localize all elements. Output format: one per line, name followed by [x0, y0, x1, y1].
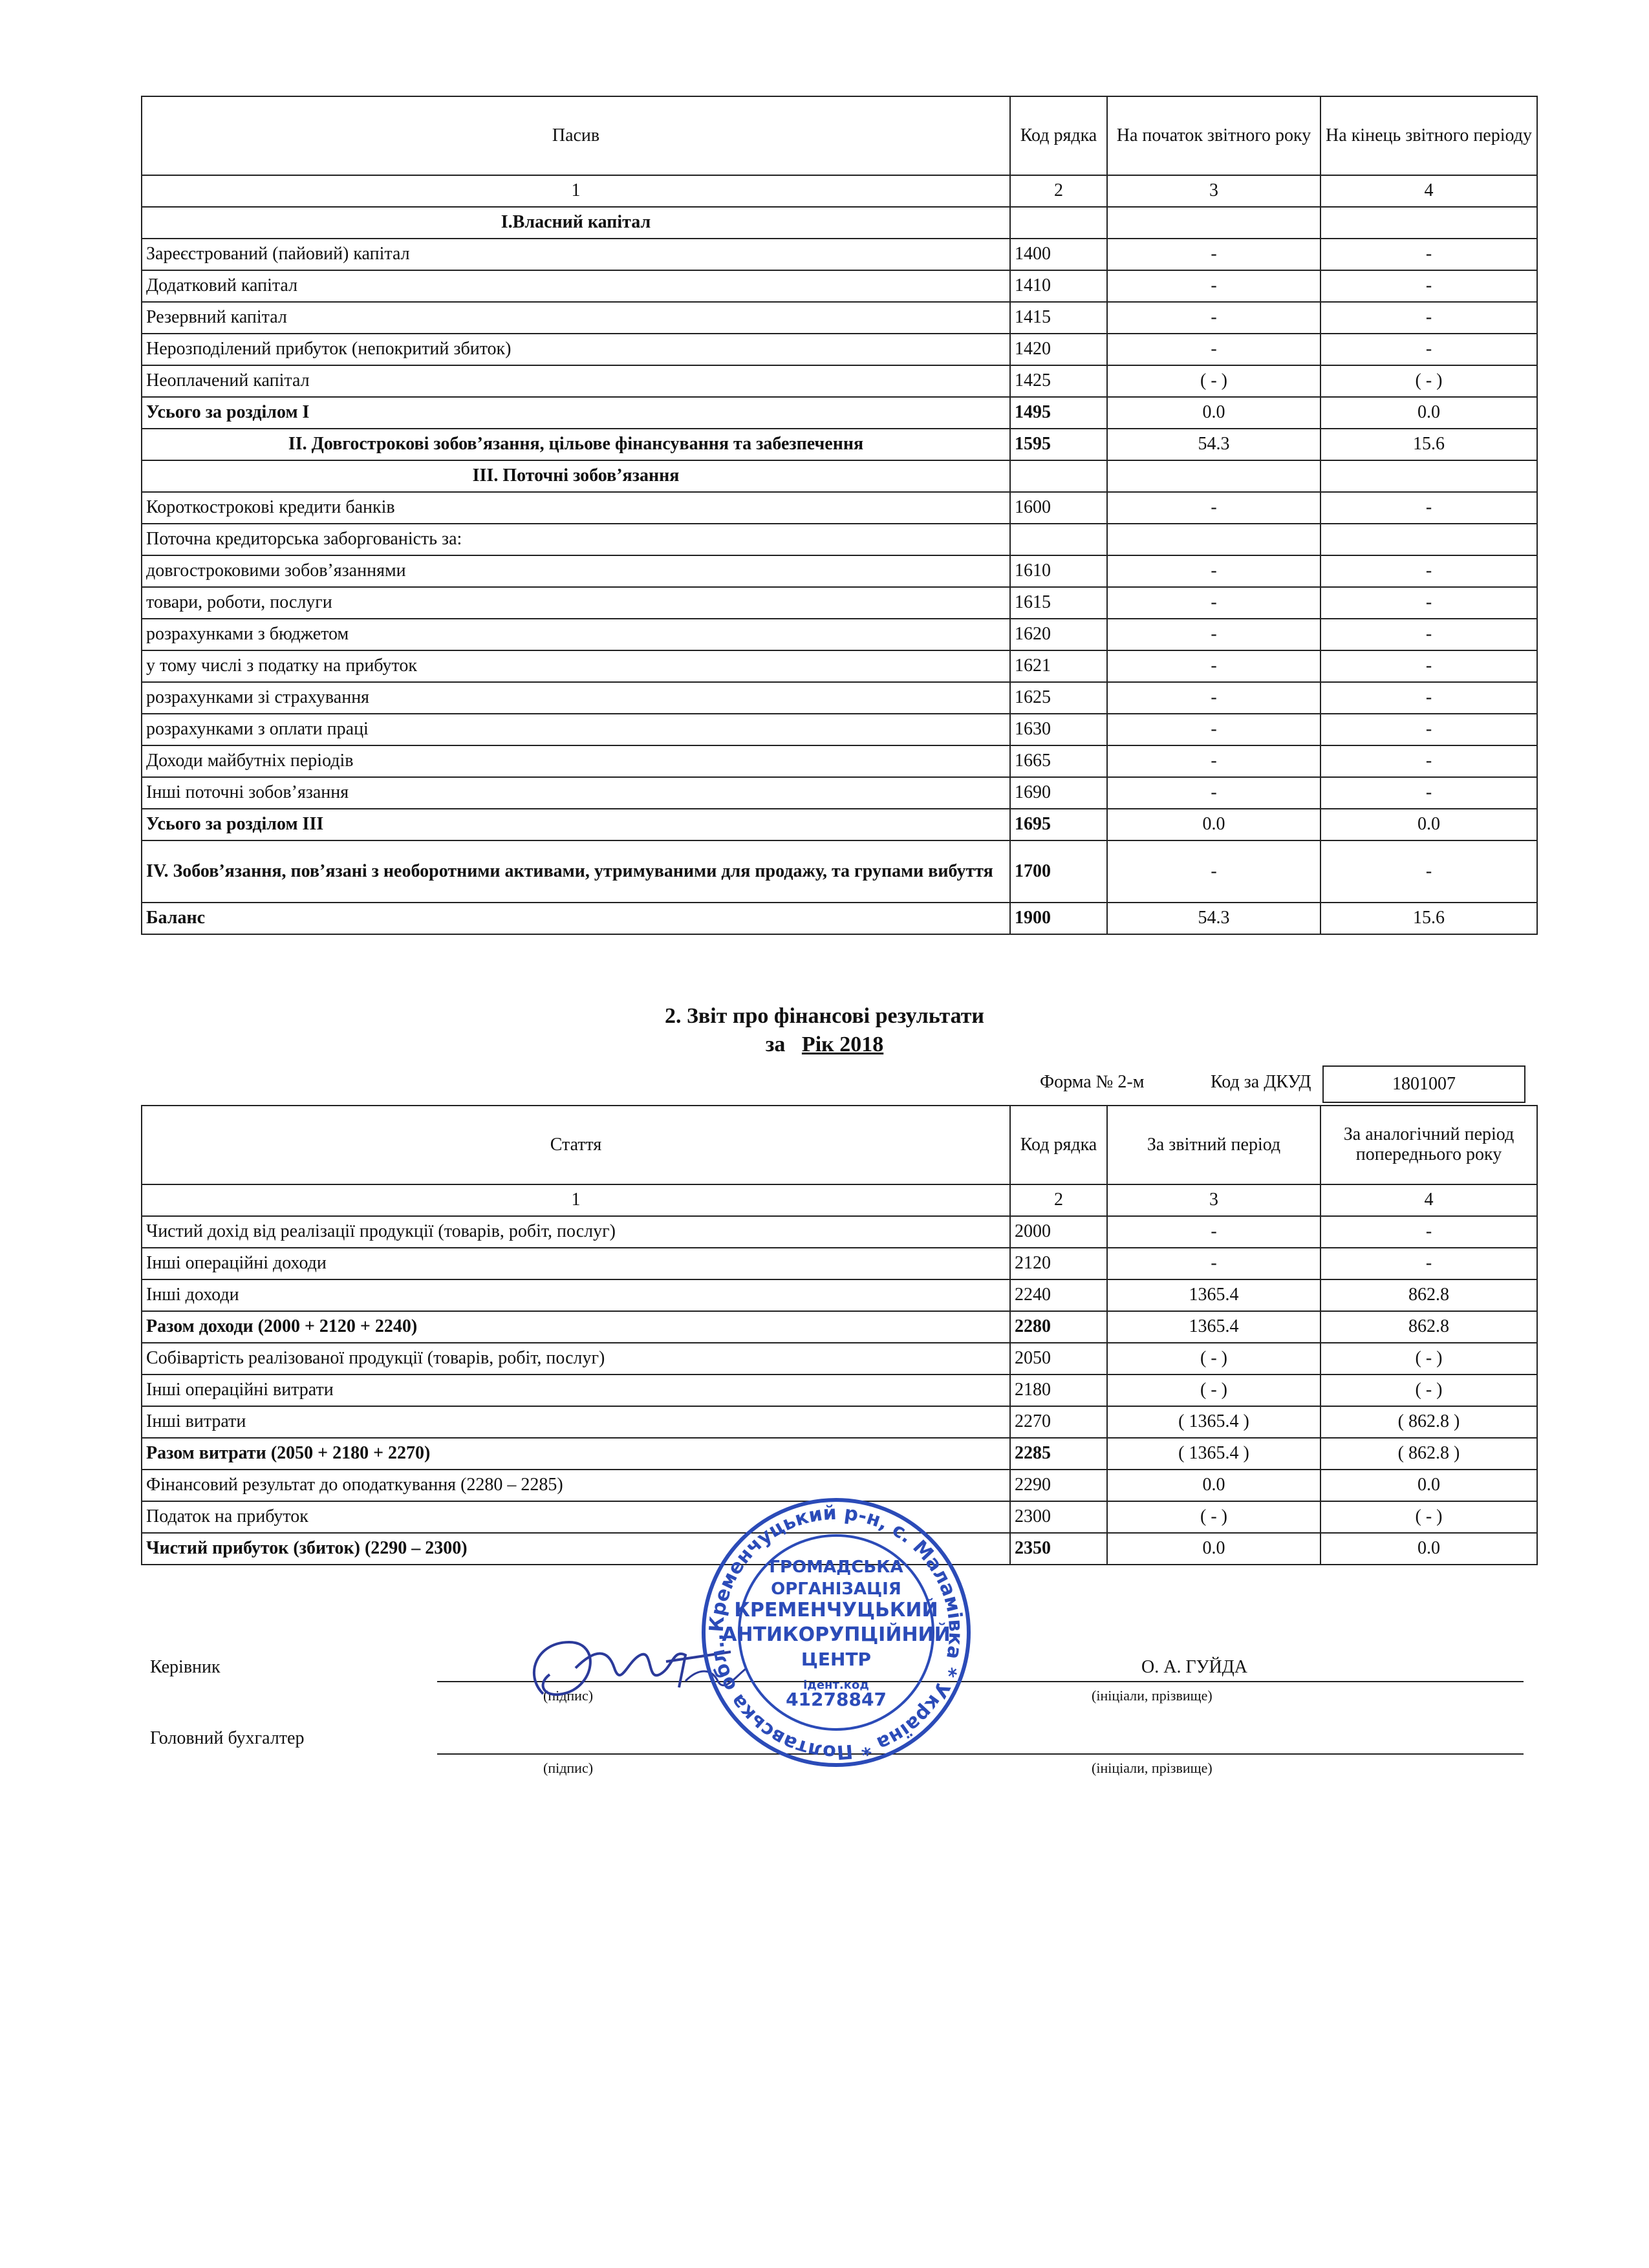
table-row [142, 714, 1537, 745]
value-end-of-period: - [1320, 745, 1537, 777]
value-start-of-year: - [1107, 619, 1320, 650]
dkud-label: Код за ДКУД [1211, 1072, 1311, 1092]
header-cell: Код рядка [1010, 1106, 1107, 1184]
value-start-of-year: ( - ) [1107, 365, 1320, 397]
row-label: Усього за розділом III [142, 809, 1010, 840]
table-row [142, 207, 1537, 239]
value-current-period: ( 1365.4 ) [1107, 1438, 1320, 1470]
row-label: Інші витрати [142, 1406, 1010, 1438]
value-previous-period: ( - ) [1320, 1375, 1537, 1406]
row-code [1010, 524, 1107, 555]
value-end-of-period [1320, 460, 1537, 492]
value-previous-period: ( - ) [1320, 1343, 1537, 1375]
row-label: Доходи майбутніх періодів [142, 745, 1010, 777]
report-period-line [0, 1032, 1649, 1057]
row-label: Короткострокові кредити банків [142, 492, 1010, 524]
value-start-of-year: - [1107, 555, 1320, 587]
row-label: Собівартість реалізованої продукції (товарів, робіт, послуг) [142, 1343, 1010, 1375]
table-row [142, 650, 1537, 682]
value-end-of-period: - [1320, 777, 1537, 809]
value-start-of-year [1107, 207, 1320, 239]
header-cell: За звітний період [1107, 1106, 1320, 1184]
row-code [1010, 460, 1107, 492]
table-row [142, 270, 1537, 302]
value-start-of-year: 0.0 [1107, 809, 1320, 840]
row-code: 1700 [1010, 840, 1107, 903]
stamp-center-text: ідент.код [803, 1678, 869, 1692]
row-code: 1625 [1010, 682, 1107, 714]
header-cell: На початок звітного року [1107, 96, 1320, 175]
row-label: Чистий дохід від реалізації продукції (товарів, робіт, послуг) [142, 1216, 1010, 1248]
row-label: Інші операційні витрати [142, 1375, 1010, 1406]
row-label: Разом доходи (2000 + 2120 + 2240) [142, 1311, 1010, 1343]
table-row [142, 1216, 1537, 1248]
column-number: 4 [1320, 175, 1537, 207]
value-end-of-period: - [1320, 555, 1537, 587]
row-code: 2050 [1010, 1343, 1107, 1375]
column-number: 3 [1107, 175, 1320, 207]
row-label: Інші доходи [142, 1279, 1010, 1311]
row-code: 1621 [1010, 650, 1107, 682]
row-label: Усього за розділом I [142, 397, 1010, 429]
table-row [142, 745, 1537, 777]
row-code: 2290 [1010, 1470, 1107, 1501]
table-row [142, 365, 1537, 397]
value-previous-period: 0.0 [1320, 1533, 1537, 1565]
row-label: Інші поточні зобов’язання [142, 777, 1010, 809]
value-current-period: ( - ) [1107, 1343, 1320, 1375]
value-end-of-period: 0.0 [1320, 397, 1537, 429]
row-code: 1415 [1010, 302, 1107, 334]
stamp-center-text: ГРОМАДСЬКА [769, 1557, 903, 1577]
accountant-label: Головний бухгалтер [150, 1728, 305, 1748]
row-code: 1425 [1010, 365, 1107, 397]
row-label: II. Довгострокові зобов’язання, цільове фінансування та забезпечення [142, 429, 1010, 460]
table-row [142, 555, 1537, 587]
value-start-of-year: - [1107, 714, 1320, 745]
table-row [142, 397, 1537, 429]
value-start-of-year: 54.3 [1107, 903, 1320, 934]
value-current-period: - [1107, 1216, 1320, 1248]
table-header-row [142, 96, 1537, 175]
row-code: 2120 [1010, 1248, 1107, 1279]
value-previous-period: - [1320, 1216, 1537, 1248]
value-start-of-year: - [1107, 239, 1320, 270]
row-code: 1610 [1010, 555, 1107, 587]
row-label: Додатковий капітал [142, 270, 1010, 302]
value-end-of-period: - [1320, 302, 1537, 334]
column-number: 3 [1107, 1184, 1320, 1216]
row-code: 1600 [1010, 492, 1107, 524]
table-row [142, 1375, 1537, 1406]
row-code: 2270 [1010, 1406, 1107, 1438]
value-start-of-year: 54.3 [1107, 429, 1320, 460]
table-row [142, 587, 1537, 619]
row-code: 1900 [1010, 903, 1107, 934]
row-code: 1595 [1010, 429, 1107, 460]
header-cell: Стаття [142, 1106, 1010, 1184]
period-prefix: за [765, 1032, 786, 1056]
table-row [142, 1248, 1537, 1279]
table-row [142, 1438, 1537, 1470]
value-end-of-period: ( - ) [1320, 365, 1537, 397]
row-code: 1630 [1010, 714, 1107, 745]
row-code: 2285 [1010, 1438, 1107, 1470]
value-start-of-year: - [1107, 270, 1320, 302]
row-label: III. Поточні зобов’язання [142, 460, 1010, 492]
row-label: Поточна кредиторська заборгованість за: [142, 524, 1010, 555]
table-row [142, 429, 1537, 460]
value-current-period: ( - ) [1107, 1501, 1320, 1533]
row-code [1010, 207, 1107, 239]
value-end-of-period [1320, 524, 1537, 555]
report-title: 2. Звіт про фінансові результати [664, 1004, 985, 1028]
value-end-of-period: - [1320, 682, 1537, 714]
signature-caption: (підпис) [543, 1687, 594, 1704]
row-label: Фінансовий результат до оподаткування (2280 – 2285) [142, 1470, 1010, 1501]
row-label: у тому числі з податку на прибуток [142, 650, 1010, 682]
stamp-center-text: КРЕМЕНЧУЦЬКИЙ [734, 1599, 938, 1621]
value-current-period: 0.0 [1107, 1470, 1320, 1501]
value-end-of-period: - [1320, 650, 1537, 682]
row-code: 2350 [1010, 1533, 1107, 1565]
value-start-of-year: - [1107, 587, 1320, 619]
balance-liabilities-table [141, 96, 1538, 935]
table-row [142, 1406, 1537, 1438]
column-number: 2 [1010, 175, 1107, 207]
table-row [142, 1311, 1537, 1343]
table-row [142, 903, 1537, 934]
row-code: 2000 [1010, 1216, 1107, 1248]
table-row [142, 809, 1537, 840]
table-row [142, 777, 1537, 809]
table-header-row [142, 1106, 1537, 1184]
stamp-center-text: ОРГАНІЗАЦІЯ [771, 1579, 901, 1599]
column-number-row [142, 1184, 1537, 1216]
value-start-of-year: - [1107, 682, 1320, 714]
dkud-code-box: 1801007 [1322, 1065, 1525, 1103]
value-start-of-year: - [1107, 745, 1320, 777]
row-code: 2180 [1010, 1375, 1107, 1406]
column-number: 2 [1010, 1184, 1107, 1216]
value-start-of-year: - [1107, 840, 1320, 903]
row-code: 2300 [1010, 1501, 1107, 1533]
value-start-of-year: - [1107, 334, 1320, 365]
row-label: Чистий прибуток (збиток) (2290 – 2300) [142, 1533, 1010, 1565]
row-code: 1620 [1010, 619, 1107, 650]
stamp-center-text: 41278847 [786, 1689, 887, 1710]
value-start-of-year: 0.0 [1107, 397, 1320, 429]
stamp-center-text: ЦЕНТР [801, 1649, 872, 1670]
row-label: товари, роботи, послуги [142, 587, 1010, 619]
row-label: Податок на прибуток [142, 1501, 1010, 1533]
report-period: Рік 2018 [801, 1032, 884, 1056]
table-row [142, 840, 1537, 903]
table-row [142, 460, 1537, 492]
header-cell: Пасив [142, 96, 1010, 175]
organization-stamp [697, 1493, 975, 1771]
row-label: I.Власний капітал [142, 207, 1010, 239]
value-end-of-period: - [1320, 239, 1537, 270]
column-number: 4 [1320, 1184, 1537, 1216]
column-number: 1 [142, 1184, 1010, 1216]
stamp-center-text: АНТИКОРУПЦІЙНИЙ [722, 1623, 951, 1646]
value-end-of-period: - [1320, 587, 1537, 619]
table-row [142, 619, 1537, 650]
value-current-period: 1365.4 [1107, 1279, 1320, 1311]
value-end-of-period: - [1320, 619, 1537, 650]
value-current-period: ( - ) [1107, 1375, 1320, 1406]
value-previous-period: - [1320, 1248, 1537, 1279]
table-row [142, 1279, 1537, 1311]
row-label: Нерозподілений прибуток (непокритий збиток) [142, 334, 1010, 365]
table-row [142, 334, 1537, 365]
value-previous-period: ( - ) [1320, 1501, 1537, 1533]
value-previous-period: 862.8 [1320, 1311, 1537, 1343]
value-previous-period: ( 862.8 ) [1320, 1406, 1537, 1438]
table-row [142, 239, 1537, 270]
form-number: Форма № 2-м [1040, 1072, 1145, 1092]
value-end-of-period [1320, 207, 1537, 239]
row-code: 1400 [1010, 239, 1107, 270]
row-label: Інші операційні доходи [142, 1248, 1010, 1279]
row-label: довгостроковими зобов’язаннями [142, 555, 1010, 587]
table-row [142, 492, 1537, 524]
director-label: Керівник [150, 1657, 221, 1677]
table-row [142, 1343, 1537, 1375]
stamp-outer-text: Кременчуцький р-н, с. Маламівка * Україна * Полтавська обл., [705, 1501, 967, 1764]
table-row [142, 524, 1537, 555]
row-label: розрахунками з оплати праці [142, 714, 1010, 745]
row-code: 1420 [1010, 334, 1107, 365]
row-label: IV. Зобов’язання, пов’язані з необоротними активами, утримуваними для продажу, та групами вибуття [142, 840, 1010, 903]
value-end-of-period: - [1320, 840, 1537, 903]
table-row [142, 682, 1537, 714]
value-end-of-period: 15.6 [1320, 903, 1537, 934]
value-end-of-period: - [1320, 714, 1537, 745]
value-end-of-period: - [1320, 334, 1537, 365]
row-label: розрахунками зі страхування [142, 682, 1010, 714]
row-code: 1695 [1010, 809, 1107, 840]
value-current-period: 0.0 [1107, 1533, 1320, 1565]
row-code: 1410 [1010, 270, 1107, 302]
header-cell: На кінець звітного періоду [1320, 96, 1537, 175]
value-current-period: - [1107, 1248, 1320, 1279]
column-number-row [142, 175, 1537, 207]
name-caption: (ініціали, прізвище) [1092, 1760, 1212, 1776]
value-previous-period: ( 862.8 ) [1320, 1438, 1537, 1470]
header-cell: Код рядка [1010, 96, 1107, 175]
value-start-of-year: - [1107, 777, 1320, 809]
row-code: 1690 [1010, 777, 1107, 809]
value-previous-period: 862.8 [1320, 1279, 1537, 1311]
row-label: Баланс [142, 903, 1010, 934]
accountant-signature-line [437, 1753, 1524, 1755]
value-current-period: 1365.4 [1107, 1311, 1320, 1343]
value-previous-period: 0.0 [1320, 1470, 1537, 1501]
row-label: Зареєстрований (пайовий) капітал [142, 239, 1010, 270]
row-label: Неоплачений капітал [142, 365, 1010, 397]
value-end-of-period: 15.6 [1320, 429, 1537, 460]
value-start-of-year: - [1107, 492, 1320, 524]
signature-caption: (підпис) [543, 1760, 594, 1776]
table-row [142, 302, 1537, 334]
row-code: 2240 [1010, 1279, 1107, 1311]
row-code: 1495 [1010, 397, 1107, 429]
row-label: Резервний капітал [142, 302, 1010, 334]
value-start-of-year [1107, 460, 1320, 492]
row-code: 2280 [1010, 1311, 1107, 1343]
row-label: Разом витрати (2050 + 2180 + 2270) [142, 1438, 1010, 1470]
value-current-period: ( 1365.4 ) [1107, 1406, 1320, 1438]
value-start-of-year: - [1107, 302, 1320, 334]
value-start-of-year: - [1107, 650, 1320, 682]
value-end-of-period: - [1320, 492, 1537, 524]
column-number: 1 [142, 175, 1010, 207]
row-label: розрахунками з бюджетом [142, 619, 1010, 650]
value-end-of-period: 0.0 [1320, 809, 1537, 840]
name-caption: (ініціали, прізвище) [1092, 1687, 1212, 1704]
row-code: 1615 [1010, 587, 1107, 619]
director-name: О. А. ГУЙДА [1141, 1657, 1247, 1677]
value-end-of-period: - [1320, 270, 1537, 302]
value-start-of-year [1107, 524, 1320, 555]
row-code: 1665 [1010, 745, 1107, 777]
header-cell: За аналогічний період попереднього року [1320, 1106, 1537, 1184]
